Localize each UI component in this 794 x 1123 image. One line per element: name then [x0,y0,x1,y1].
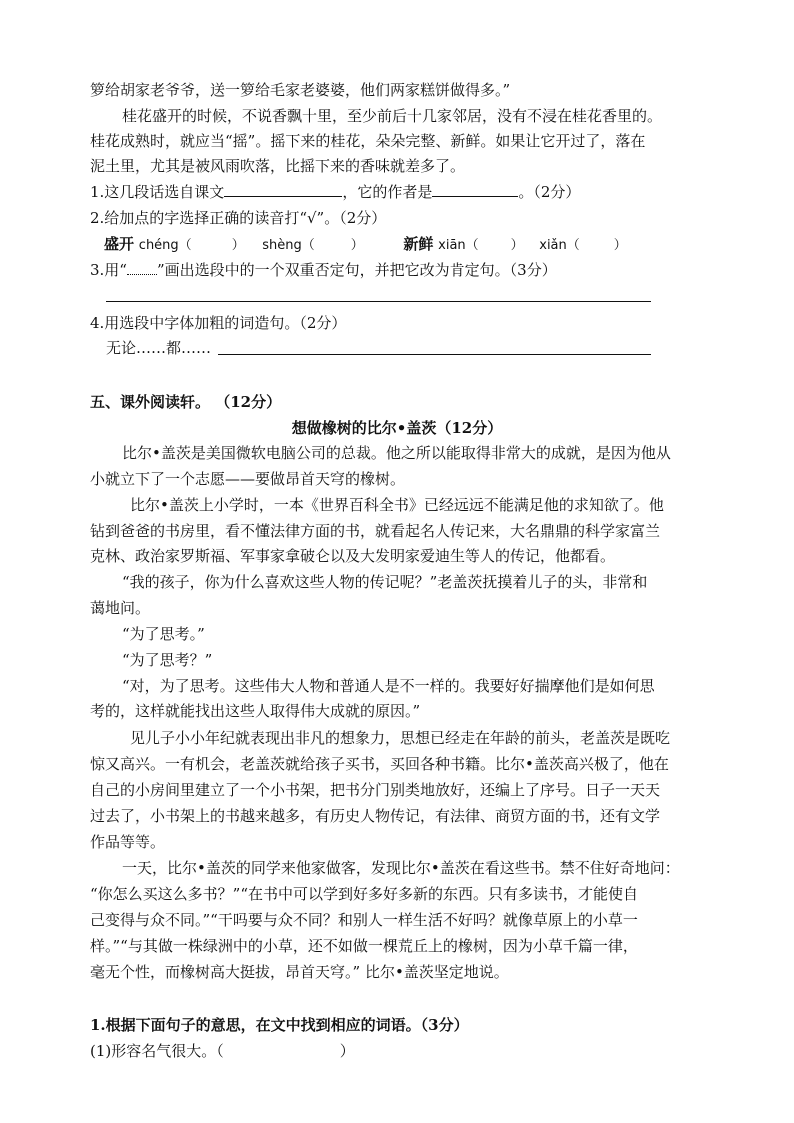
reading-question-1-sub-1 [90,1041,355,1061]
word-xinxian: 新鲜 [403,235,434,253]
section-5-heading: 五、课外阅读轩。 （12分） [90,393,282,411]
passage1-line-1: 箩给胡家老爷爷，送一箩给毛家老婆婆，他们两家糕饼做得多。” [90,81,511,99]
passage2-p8-line-5: 毫无个性，而橡树高大挺拔，昂首天穹。” 比尔•盖茨坚定地说。 [90,963,509,981]
answer-line-q3[interactable] [106,301,651,302]
passage1-line-2: 桂花盛开的时候，不说香飘十里，至少前后十几家邻居，没有不浸在桂花香里的。 [122,107,663,125]
passage2-p8-line-3: 己变得与众不同。”“干吗要与众不同？和别人一样生活不好吗？就像草原上的小草一 [90,911,638,929]
answer-blank-lesson[interactable] [224,182,342,197]
passage2-p3-line-2: 蔼地问。 [90,599,151,617]
passage2-p6-line-2: 考的，这样就能找出这些人取得伟大成就的原因。” [90,702,421,720]
answer-line-q4[interactable] [218,354,651,355]
passage1-line-4: 泥土里，尤其是被风雨吹落，比摇下来的香味就差多了。 [90,157,466,175]
passage2-p3-line-1: “我的孩子，你为什么喜欢这些人物的传记呢？”老盖茨抚摸着儿子的头，非常和 [122,573,648,591]
question-3-text-b: ”画出选段中的一个双重否定句，并把它改为肯定句。（3分） [156,261,557,279]
passage2-p8-line-1: 一天，比尔•盖茨的同学来他家做客，发现比尔•盖茨在看这些书。禁不住好奇地问： [122,859,680,877]
passage2-p7-line-2: 惊又高兴。一有机会，老盖茨就给孩子买书，买回各种书籍。比尔•盖茨高兴极了，他在 [90,755,669,773]
passage2-p7-line-4: 过去了，小书架上的书越来越多，有历史人物传记，有法律、商贸方面的书，还有文学 [90,807,661,825]
sub-1-close: ） [339,1042,355,1060]
passage2-p8-line-2: “你怎么买这么多书？”“在书中可以学到好多好多新的东西。只有多读书，才能使自 [90,885,639,903]
passage2-p7-line-5: 作品等等。 [90,833,166,851]
answer-blank-author[interactable] [432,182,518,197]
passage2-p7-line-1: 见儿子小小年纪就表现出非凡的想象力，思想已经走在年龄的前头，老盖茨是既吃 [130,729,671,747]
option-sheng-close: ） [350,238,364,253]
wavy-underline-sample [127,262,157,275]
passage2-p2-line-1: 比尔•盖茨上小学时，一本《世界百科全书》已经远远不能满足他的求知欲了。他 [130,496,664,514]
option-xian1-close: ） [510,238,524,253]
passage1-line-3: 桂花成熟时，就应当“摇”。摇下来的桂花，朵朵完整、新鲜。如果让它开过了，落在 [90,132,646,150]
passage2-p4: “为了思考。” [122,625,205,643]
option-xian3: xiǎn（ [539,238,580,253]
passage-title: 想做橡树的比尔•盖茨（12分） [291,419,503,437]
question-1-text-c: 。（2分） [518,183,581,201]
passage2-p5: “为了思考？” [122,651,213,669]
reading-question-1: 1.根据下面句子的意思，在文中找到相应的词语。（3分） [90,1016,469,1034]
passage2-p1-line-2: 小就立下了一个志愿——要做昂首天穹的橡树。 [90,470,406,488]
passage2-p7-line-3: 自己的小房间里建立了一个小书架，把书分门别类地放好，还编上了序号。日子一天天 [90,781,661,799]
passage2-p2-line-3: 克林、政治家罗斯福、军事家拿破仑以及大发明家爱迪生等人的传记，他都看。 [90,547,616,565]
question-4: 4.用选段中字体加粗的词造句。（2分） [90,314,347,332]
word-shengkai: 盛开 [104,235,135,253]
passage2-p1-line-1: 比尔•盖茨是美国微软电脑公司的总裁。他之所以能取得非常大的成就，是因为他从 [122,444,671,462]
option-sheng: shèng（ [262,238,315,253]
question-1 [90,182,580,202]
question-3 [90,260,557,280]
option-cheng: chéng（ [138,238,192,253]
option-cheng-close: ） [231,238,245,253]
passage2-p6-line-1: “对，为了思考。这些伟大人物和普通人是不一样的。我要好好揣摩他们是如何思 [122,677,655,695]
question-1-text-a: 1.这几段话选自课文 [90,183,225,201]
option-xian1: xiān（ [438,238,479,253]
question-1-text-b: ，它的作者是 [342,183,433,201]
question-2-options [104,234,627,256]
question-2: 2.给加点的字选择正确的读音打“√”。（2分） [90,209,387,227]
passage2-p2-line-2: 钻到爸爸的书房里，看不懂法律方面的书，就看起名人传记来，大名鼎鼎的科学家富兰 [90,522,661,540]
sub-1-text: (1)形容名气很大。（ [90,1042,224,1060]
question-4-prompt: 无论……都…… [106,339,212,357]
question-3-text-a: 3.用“ [90,261,127,279]
passage2-p8-line-4: 样。”“与其做一株绿洲中的小草，还不如做一棵荒丘上的橡树，因为小草千篇一律， [90,937,638,955]
option-xian3-close: ） [613,238,627,253]
